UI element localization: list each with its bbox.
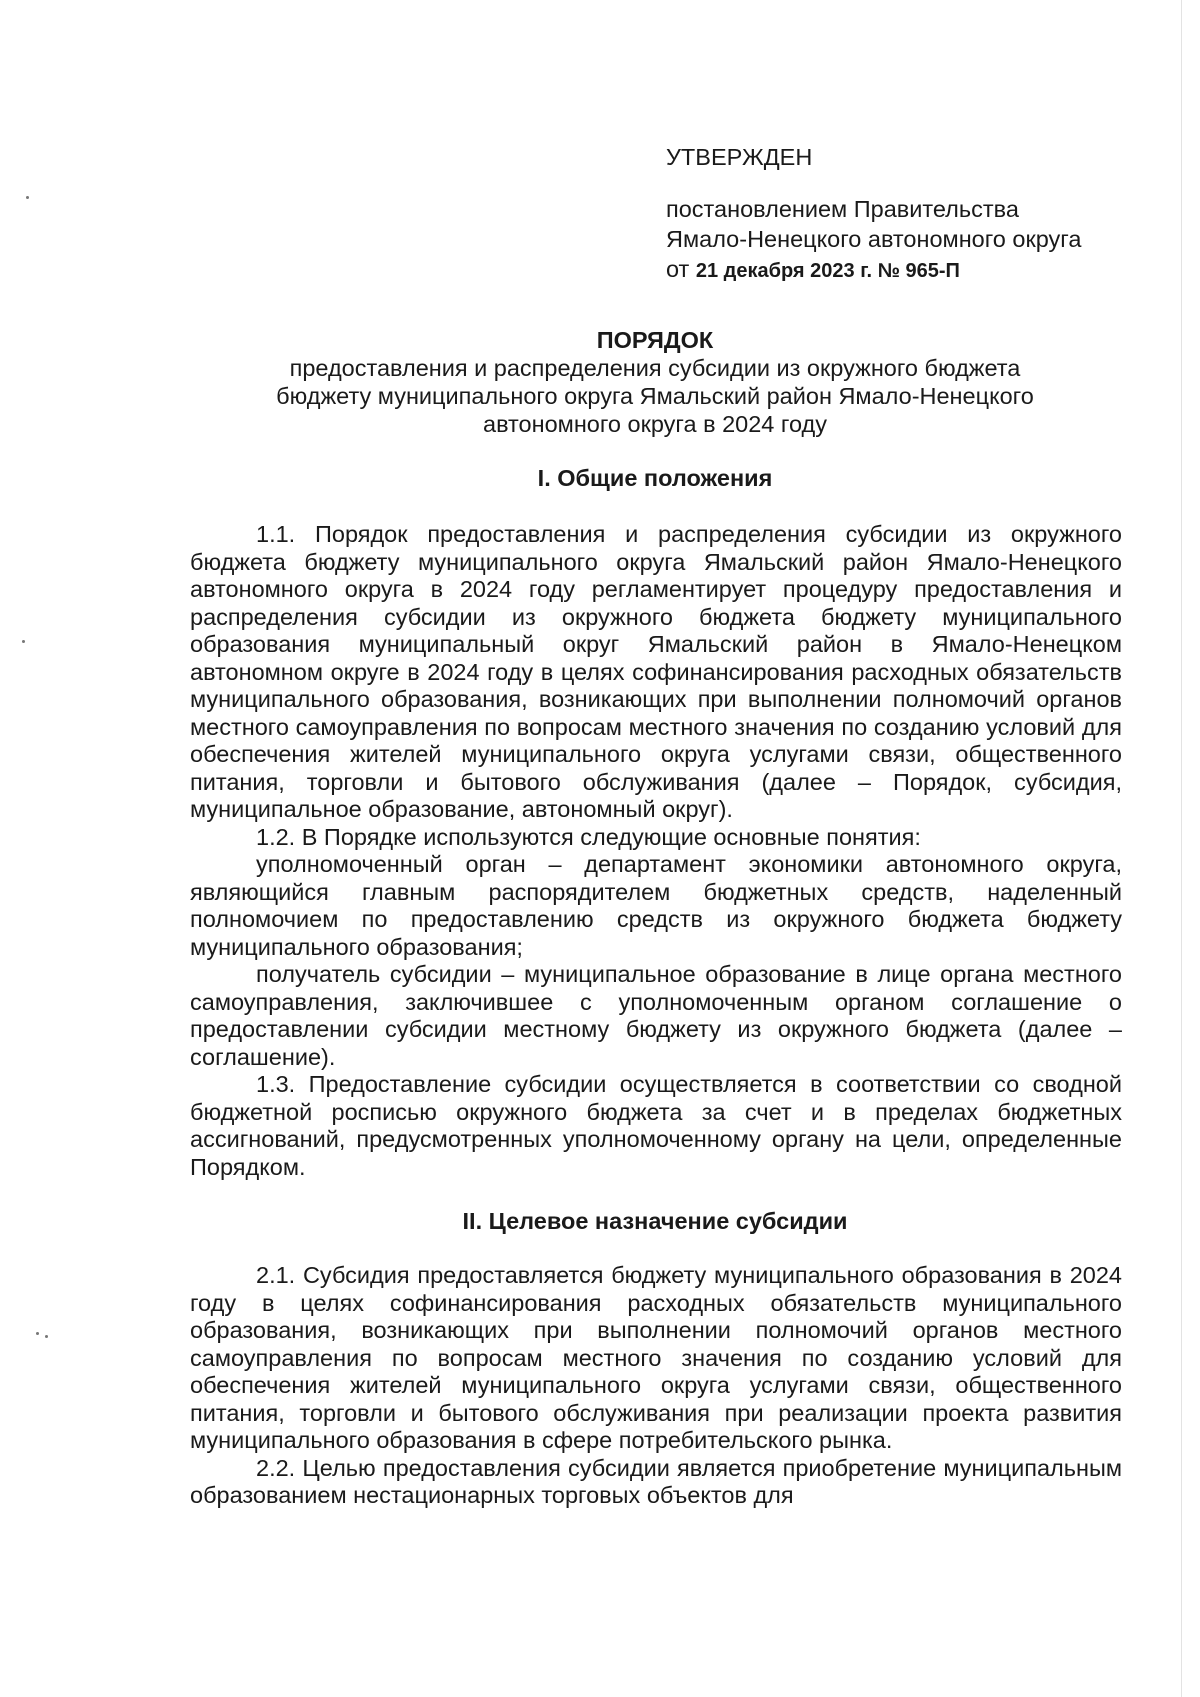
approval-date-line <box>666 254 1136 286</box>
paragraph-2-1: 2.1. Субсидия предоставляется бюджету муниципального образования в 2024 году в целях софинансирования расходных обязательств муниципального образования, возникающих при выполнении полномочий органов местного самоуправления по вопросам местного значения по созданию условий для обеспечения жителей муниципального округа услугами связи, общественного питания, торговли и бытового обслуживания при реализации проекта развития муниципального образования в сфере потребительского рынка. <box>190 1262 1122 1453</box>
paragraph-1-2-term-1: уполномоченный орган – департамент экономики автономного округа, являющийся главным распорядителем бюджетных средств, наделенный полномочием по предоставлению средств из окружного бюджета бюджету муниципального образования; <box>190 851 1122 960</box>
approved-label: УТВЕРЖДЕН <box>666 144 813 170</box>
approval-stamp <box>666 142 1136 286</box>
section-1-heading: I. Общие положения <box>537 465 773 491</box>
scan-speck <box>36 1332 39 1335</box>
paragraph-1-1: 1.1. Порядок предоставления и распределения субсидии из окружного бюджета бюджету муниципального округа Ямальский район Ямало-Ненецкого автономного округа в 2024 году регламентирует процедуру предоставления и распределения субсидии из окружного бюджета бюджету муниципального образования муниципальный округ Ямальский район в Ямало-Ненецком автономном округе в 2024 году в целях софинансирования расходных обязательств муниципального образования, возникающих при выполнении полномочий органов местного самоуправления по вопросам местного значения по созданию условий для обеспечения жителей муниципального округа услугами связи, общественного питания, торговли и бытового обслуживания (далее – Порядок, субсидия, муниципальное образование, автономный округ). <box>190 521 1122 822</box>
section-2-heading: II. Целевое назначение субсидии <box>462 1208 848 1234</box>
scan-edge-line <box>1181 0 1182 1697</box>
document-subtitle: предоставления и распределения субсидии из окружного бюджета бюджету муниципального округа Ямальский район Ямало-Ненецкого автономного округа в 2024 году <box>276 355 1034 437</box>
section-1-body <box>190 521 1122 1181</box>
paragraph-1-2: 1.2. В Порядке используются следующие основные понятия: <box>256 823 921 850</box>
section-2-body <box>190 1262 1122 1510</box>
paragraph-1-3: 1.3. Предоставление субсидии осуществляется в соответствии со сводной бюджетной росписью окружного бюджета за счет и в пределах бюджетных ассигнований, предусмотренных уполномоченному органу на цели, определенные Порядком. <box>190 1071 1122 1180</box>
approval-line-2: Ямало-Ненецкого автономного округа <box>666 226 1082 252</box>
date-prefix: от <box>666 256 690 282</box>
document-title-block <box>190 326 1120 438</box>
approval-line-1: постановлением Правительства <box>666 196 1019 222</box>
document-title: ПОРЯДОК <box>596 327 714 353</box>
scan-speck <box>26 196 29 199</box>
paragraph-2-2: 2.2. Целью предоставления субсидии является приобретение муниципальным образованием нестационарных торговых объектов для <box>190 1454 1122 1508</box>
scan-speck <box>45 1335 48 1338</box>
decree-date: 21 декабря 2023 г. № 965-П <box>695 260 960 282</box>
scan-speck <box>22 640 25 643</box>
paragraph-1-2-term-2: получатель субсидии – муниципальное образование в лице органа местного самоуправления, заключившее с уполномоченным органом соглашение о предоставлении субсидии местному бюджету из окружного бюджета (далее – соглашение). <box>190 961 1122 1070</box>
